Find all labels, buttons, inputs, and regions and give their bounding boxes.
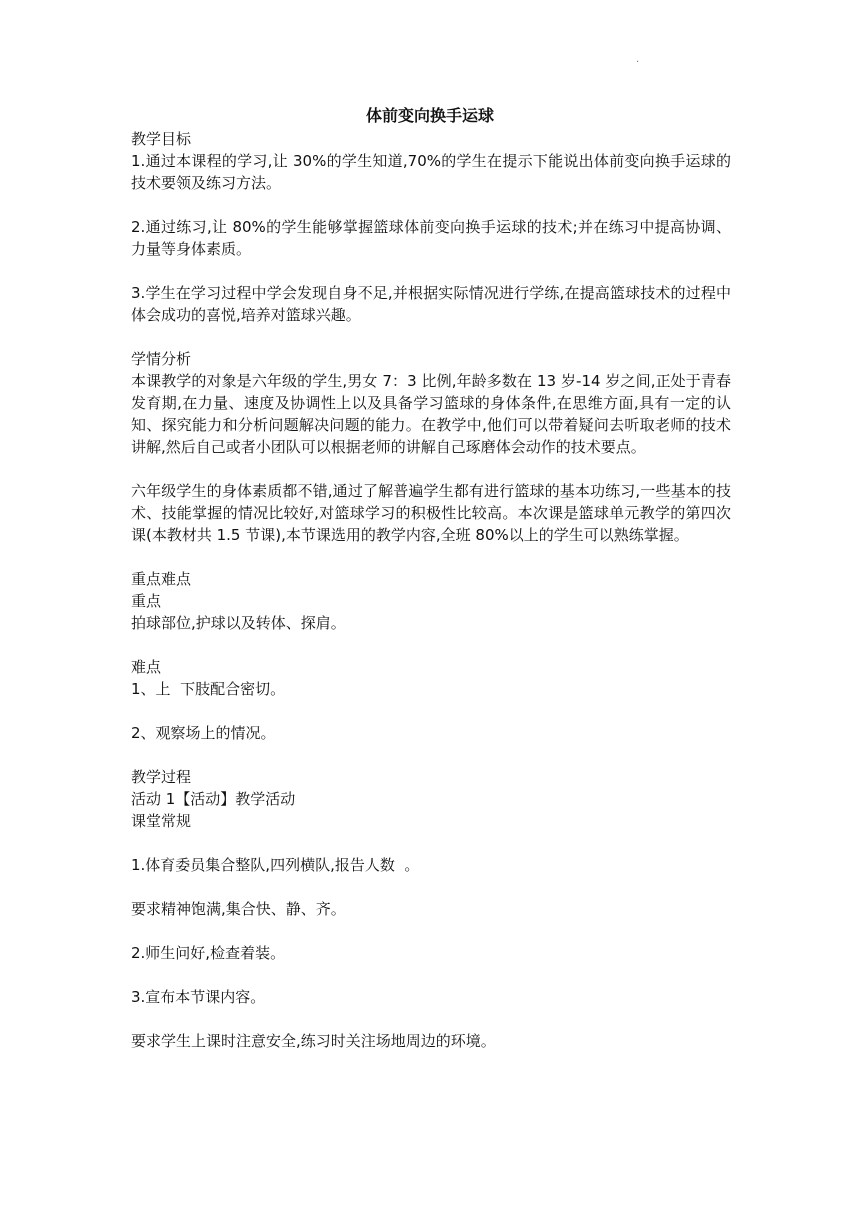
key-points-heading: 重点难点 xyxy=(131,570,192,588)
process-step-1: 1.体育委员集合整队,四列横队,报告人数 。 xyxy=(131,856,420,874)
analysis-paragraph-2: 六年级学生的身体素质都不错,通过了解普遍学生都有进行篮球的基本功练习,一些基本的技术、技能掌握的情况比较好,对篮球学习的积极性比较高。本次课是篮球单元教学的第四次课(本教材共 1.5 节课),本节课选用的教学内容,全班 80%以上的学生可以熟练掌握。 xyxy=(131,482,731,544)
objective-item-2: 2.通过练习,让 80%的学生能够掌握篮球体前变向换手运球的技术;并在练习中提高协调、力量等身体素质。 xyxy=(131,218,731,258)
difficulty-item-1: 1、上 下肢配合密切。 xyxy=(131,680,286,698)
difficulty-label: 难点 xyxy=(131,658,162,676)
process-step-1-requirement: 要求精神饱满,集合快、静、齐。 xyxy=(131,900,346,918)
process-step-3-requirement: 要求学生上课时注意安全,练习时关注场地周边的环境。 xyxy=(131,1032,496,1050)
header-mark: · xyxy=(636,57,640,68)
document-title: 体前变向换手运球 xyxy=(365,106,494,125)
process-heading: 教学过程 xyxy=(131,768,192,786)
objective-item-1: 1.通过本课程的学习,让 30%的学生知道,70%的学生在提示下能说出体前变向换手运球的技术要领及练习方法。 xyxy=(131,152,731,192)
analysis-heading: 学情分析 xyxy=(131,350,192,368)
focus-text: 拍球部位,护球以及转体、探肩。 xyxy=(131,614,346,632)
focus-label: 重点 xyxy=(131,592,162,610)
process-step-3: 3.宣布本节课内容。 xyxy=(131,988,266,1006)
document-body xyxy=(131,128,731,1052)
difficulty-item-2: 2、观察场上的情况。 xyxy=(131,724,276,742)
routine-label: 课堂常规 xyxy=(131,812,192,830)
objective-item-3: 3.学生在学习过程中学会发现自身不足,并根据实际情况进行学练,在提高篮球技术的过程中体会成功的喜悦,培养对篮球兴趣。 xyxy=(131,284,731,324)
activity-title: 活动 1【活动】教学活动 xyxy=(131,790,296,808)
objectives-heading: 教学目标 xyxy=(131,130,192,148)
process-step-2: 2.师生问好,检查着装。 xyxy=(131,944,286,962)
analysis-paragraph-1: 本课教学的对象是六年级的学生,男女 7：3 比例,年龄多数在 13 岁-14 岁之间,正处于青春发育期,在力量、速度及协调性上以及具备学习篮球的身体条件,在思维方面,具有一定的认知、探究能力和分析问题解决问题的能力。在教学中,他们可以带着疑问去听取老师的技术讲解,然后自己或者小团队可以根据老师的讲解自己琢磨体会动作的技术要点。 xyxy=(131,372,731,456)
